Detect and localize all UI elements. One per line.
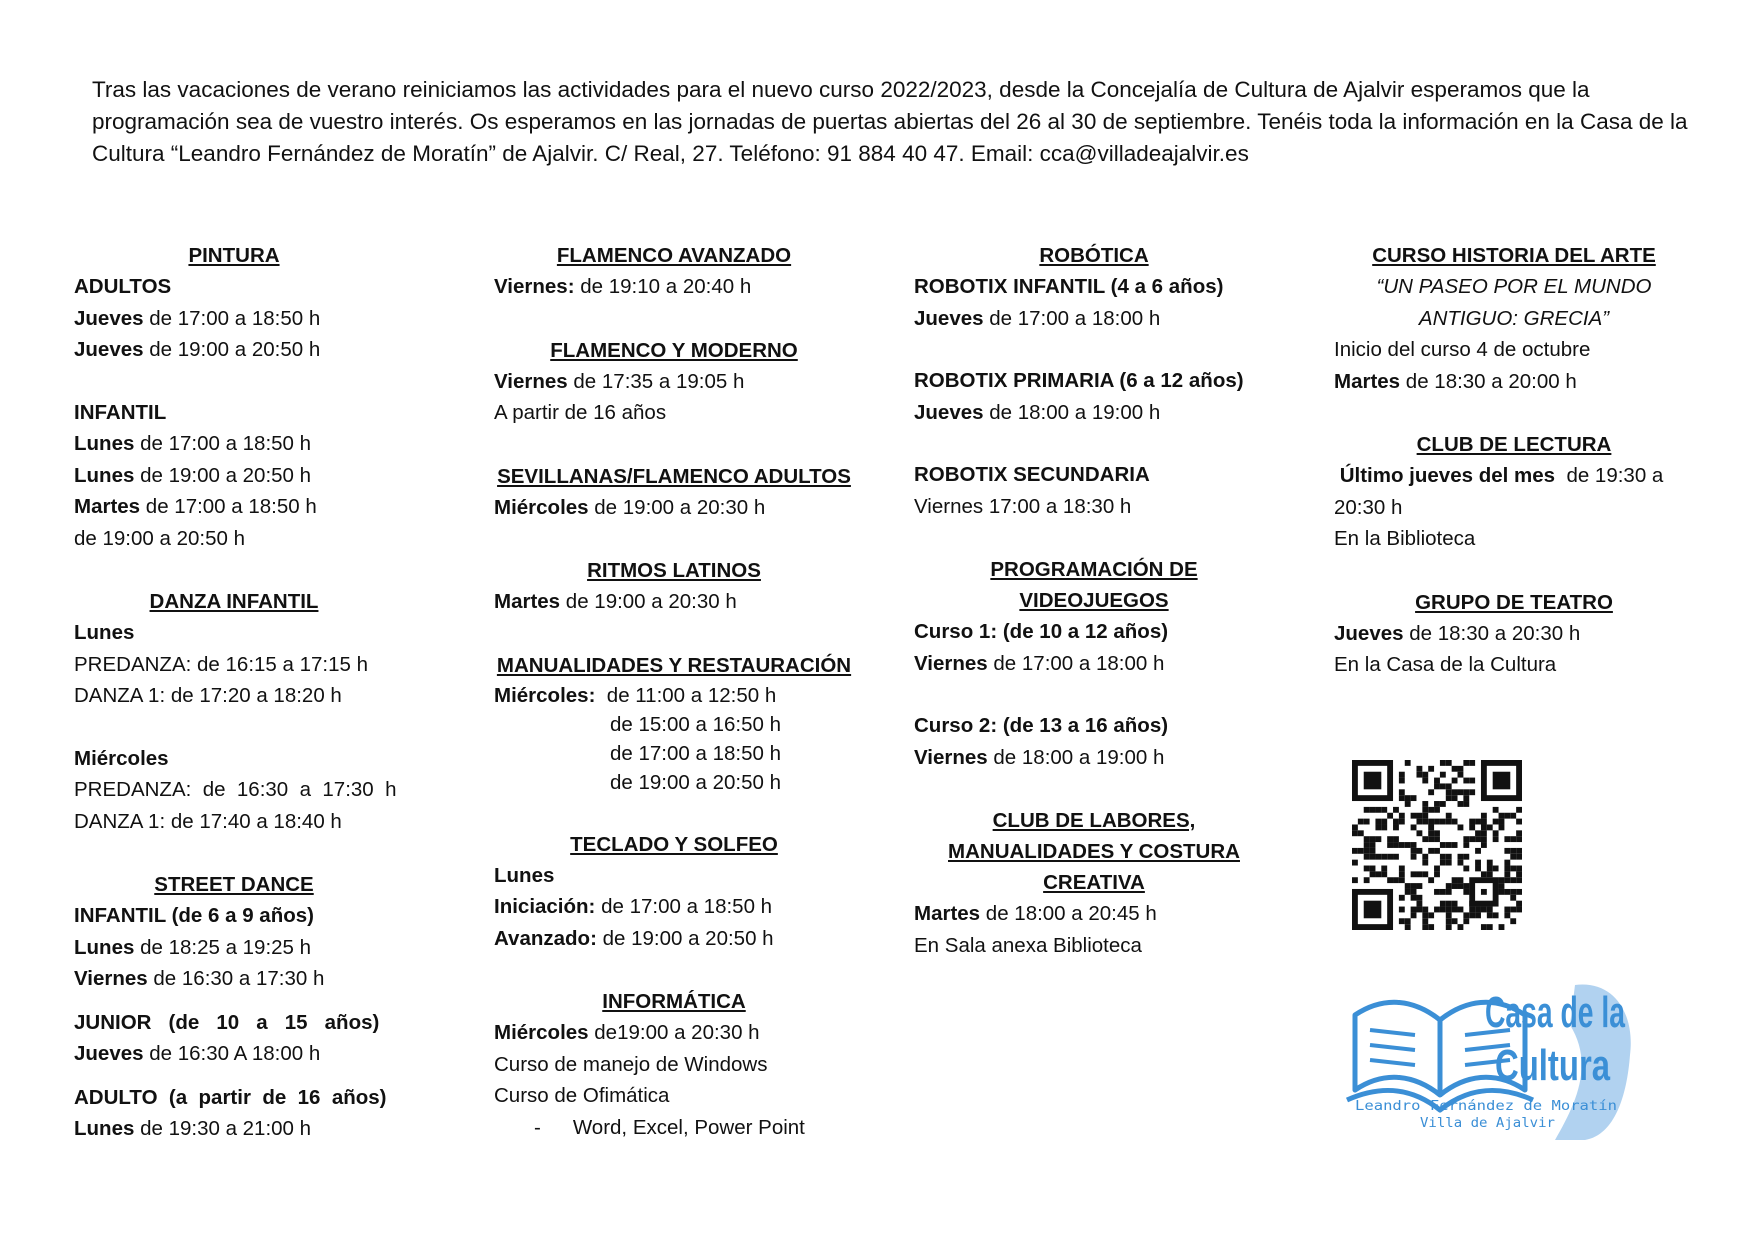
schedule-line: Viernes 17:00 a 18:30 h: [914, 494, 1132, 518]
group-label: INFANTIL (de 6 a 9 años): [74, 904, 314, 927]
schedule-line: Jueves de 17:00 a 18:00 h: [914, 306, 1161, 330]
section-grupo-teatro: [1334, 587, 1694, 681]
group-label: Lunes: [74, 621, 135, 644]
logo-subtitle-2: Villa de Ajalvir: [1420, 1116, 1556, 1131]
schedule-line: Jueves de 17:00 a 18:50 h: [74, 306, 321, 330]
section-title: MANUALIDADES Y COSTURA: [948, 840, 1240, 863]
section-title: SEVILLANAS/FLAMENCO ADULTOS: [497, 464, 851, 488]
intro-paragraph: Tras las vacaciones de verano reiniciamos las actividades para el nuevo curso 2022/2023, desde la Concejalía de Cultura de Ajalvir esperamos que la programación sea de vuestro interés. Os esperamos en las jornadas de puertas abiertas del 26 al 30 de septiembre. Tenéis toda la información en la Casa de la Cultura “Leandro Fernández de Moratín” de Ajalvir. C/ Real, 27. Teléfono: 91 884 40 47. Email: cca@villadeajalvir.es: [92, 77, 1688, 166]
section-flamenco-avanzado: [494, 240, 854, 303]
schedule-line: 20:30 h: [1334, 495, 1403, 519]
section-danza-infantil: [74, 586, 397, 837]
schedule-line: DANZA 1: de 17:40 a 18:40 h: [74, 809, 342, 833]
schedule-line: Jueves de 19:00 a 20:50 h: [74, 338, 321, 361]
logo-subtitle-1: Leandro Fernández de Moratín: [1355, 1099, 1617, 1114]
schedule-line: Viernes de 18:00 a 19:00 h: [914, 745, 1165, 769]
group-label: ADULTOS: [74, 275, 172, 298]
group-label: INFANTIL: [74, 400, 167, 424]
schedule-line: Martes de 18:30 a 20:00 h: [1334, 369, 1577, 393]
schedule-line: DANZA 1: de 17:20 a 18:20 h: [74, 684, 342, 707]
column-4: [1334, 240, 1694, 713]
note-line: Inicio del curso 4 de octubre: [1334, 338, 1591, 361]
note-line: A partir de 16 años: [494, 401, 667, 424]
bullet-line: - Word, Excel, Power Point: [534, 1115, 805, 1139]
schedule-line: Viernes de 17:00 a 18:00 h: [914, 651, 1165, 675]
section-title: RITMOS LATINOS: [587, 559, 761, 582]
group-label: Miércoles: [74, 746, 169, 770]
group-label: JUNIOR (de 10 a 15 años): [74, 1010, 380, 1034]
section-informatica: [494, 986, 854, 1143]
schedule-line: Lunes de 18:25 a 19:25 h: [74, 935, 312, 959]
schedule-line: Jueves de 18:30 a 20:30 h: [1334, 621, 1581, 645]
section-title: DANZA INFANTIL: [149, 590, 319, 613]
schedule-line: Viernes: de 19:10 a 20:40 h: [494, 275, 752, 298]
note-line: Curso de Ofimática: [494, 1084, 670, 1107]
section-title: MANUALIDADES Y RESTAURACIÓN: [496, 653, 852, 677]
schedule-line: Lunes de 17:00 a 18:50 h: [74, 432, 312, 455]
schedule-line: Iniciación: de 17:00 a 18:50 h: [494, 895, 773, 918]
section-title: INFORMÁTICA: [602, 990, 746, 1013]
section-ritmos-latinos: [494, 555, 854, 618]
group-label: ROBOTIX PRIMARIA (6 a 12 años): [914, 369, 1244, 392]
section-title: CREATIVA: [1043, 871, 1145, 894]
schedule-line: de 19:00 a 20:50 h: [74, 526, 245, 550]
schedule-line: PREDANZA: de 16:30 a 17:30 h: [74, 778, 397, 801]
section-title: PINTURA: [188, 244, 280, 267]
note-line: En la Casa de la Cultura: [1334, 653, 1557, 676]
column-1: [74, 240, 397, 1177]
schedule-line: de 15:00 a 16:50 h: [610, 712, 781, 736]
logo-title-1: Casa de la: [1485, 988, 1626, 1037]
schedule-line: Avanzado: de 19:00 a 20:50 h: [494, 926, 774, 950]
group-label: ADULTO (a partir de 16 años): [74, 1085, 387, 1109]
schedule-line: Viernes de 17:35 a 19:05 h: [494, 369, 745, 393]
section-club-lectura: [1334, 429, 1694, 555]
schedule-line: Último jueves del mes de 19:30 a: [1339, 464, 1664, 487]
column-2: [494, 240, 854, 1175]
logo-title-2: Cultura: [1495, 1041, 1611, 1090]
section-title: GRUPO DE TEATRO: [1415, 590, 1613, 614]
section-teclado-solfeo: [494, 829, 854, 955]
schedule-line: Miércoles de 19:00 a 20:30 h: [494, 495, 766, 519]
section-title: VIDEOJUEGOS: [1019, 589, 1169, 612]
section-street-dance: [74, 869, 394, 1145]
section-sevillanas: [494, 461, 854, 524]
section-robotica: [914, 240, 1274, 522]
group-label: Lunes: [494, 863, 555, 887]
note-line: En Sala anexa Biblioteca: [914, 933, 1142, 957]
schedule-line: Viernes de 16:30 a 17:30 h: [74, 967, 325, 990]
section-title: FLAMENCO AVANZADO: [556, 244, 792, 267]
schedule-line: de 17:00 a 18:50 h: [610, 741, 781, 765]
schedule-line: de 19:00 a 20:50 h: [610, 770, 781, 794]
schedule-line: Miércoles de19:00 a 20:30 h: [494, 1021, 760, 1044]
schedule-line: Miércoles: de 11:00 a 12:50 h: [494, 683, 777, 707]
section-title: FLAMENCO Y MODERNO: [550, 338, 798, 362]
group-label: ROBOTIX SECUNDARIA: [914, 463, 1150, 486]
casa-cultura-logo: [1345, 975, 1635, 1145]
schedule-line: Lunes de 19:30 a 21:00 h: [74, 1117, 312, 1140]
schedule-line: Jueves de 16:30 A 18:00 h: [74, 1042, 321, 1065]
schedule-line: Martes de 19:00 a 20:30 h: [494, 590, 737, 613]
group-label: ROBOTIX INFANTIL (4 a 6 años): [914, 275, 1224, 298]
group-label: Curso 2: (de 13 a 16 años): [914, 714, 1169, 737]
schedule-line: Jueves de 18:00 a 19:00 h: [914, 400, 1161, 424]
section-title: CLUB DE LABORES,: [992, 809, 1196, 832]
course-subtitle: “UN PASEO POR EL MUNDO: [1376, 275, 1652, 298]
column-3: [914, 240, 1274, 993]
section-title: ROBÓTICA: [1039, 244, 1149, 267]
note-line: En la Biblioteca: [1334, 527, 1476, 550]
section-videojuegos: [914, 554, 1274, 773]
schedule-line: Martes de 17:00 a 18:50 h: [74, 495, 317, 518]
section-title: CLUB DE LECTURA: [1416, 433, 1612, 456]
group-label: Curso 1: (de 10 a 12 años): [914, 620, 1169, 643]
section-club-labores: [914, 805, 1274, 961]
schedule-line: PREDANZA: de 16:15 a 17:15 h: [74, 652, 369, 676]
qr-code-icon: [1352, 760, 1522, 930]
section-pintura: [74, 240, 394, 554]
schedule-line: Martes de 18:00 a 20:45 h: [914, 902, 1157, 925]
section-flamenco-moderno: [494, 335, 854, 429]
section-title: CURSO HISTORIA DEL ARTE: [1372, 244, 1656, 267]
course-subtitle: ANTIGUO: GRECIA”: [1418, 306, 1610, 330]
note-line: Curso de manejo de Windows: [494, 1052, 768, 1076]
section-title: STREET DANCE: [154, 873, 314, 896]
section-title: PROGRAMACIÓN DE: [990, 558, 1198, 581]
section-historia-arte: [1334, 240, 1694, 397]
schedule-line: Lunes de 19:00 a 20:50 h: [74, 463, 312, 487]
section-manualidades: [494, 650, 854, 797]
section-title: TECLADO Y SOLFEO: [570, 832, 778, 856]
